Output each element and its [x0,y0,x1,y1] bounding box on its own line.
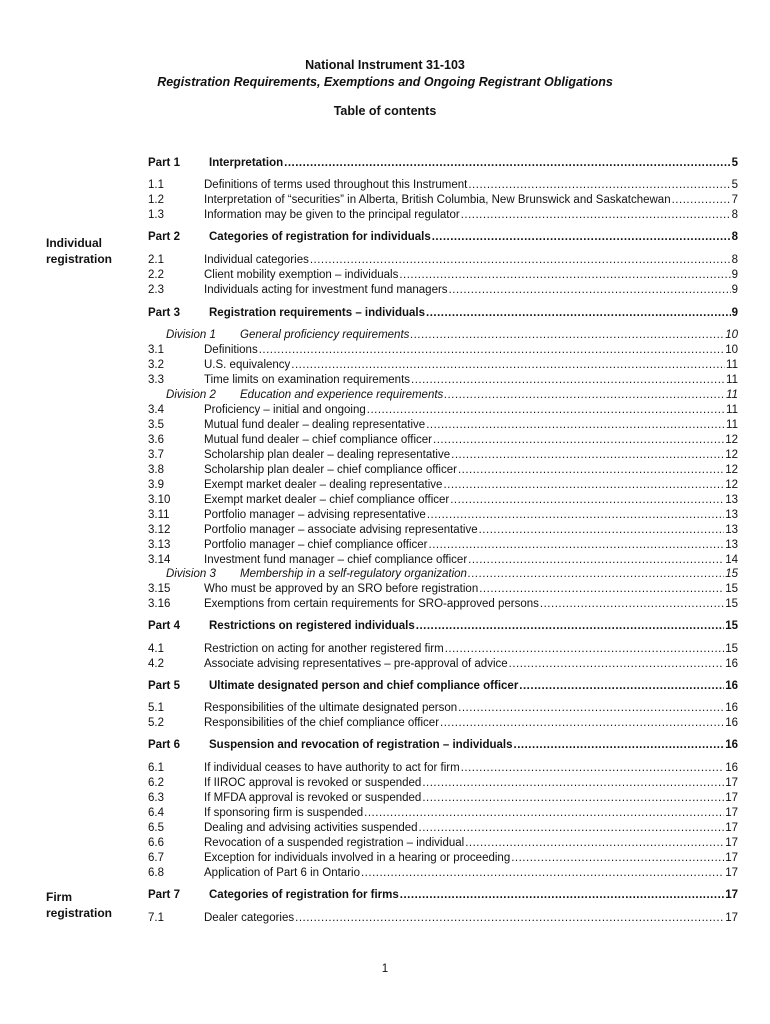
toc-entry[interactable] [148,403,738,418]
toc-division-entry[interactable] [148,388,738,403]
toc-entry[interactable] [148,776,738,791]
toc-division-label: Division 1 [166,329,216,341]
toc-entry[interactable] [148,642,738,657]
toc-part-entry[interactable] [148,306,738,321]
toc-title: Portfolio manager – associate advising representative [204,524,478,536]
toc-page-number: 17 [725,852,738,864]
dot-leader [419,821,725,836]
toc-page-number: 10 [725,329,738,341]
toc-number: 3.6 [148,434,164,446]
toc-title: Investment fund manager – chief compliance officer [204,554,468,566]
toc-title: Ultimate designated person and chief compliance officer [209,680,519,692]
dot-leader [422,776,724,791]
side-label-line: registration [46,252,113,266]
toc-page-number: 13 [725,509,738,521]
toc-page-number: 11 [726,374,738,386]
toc-title: Registration requirements – individuals [209,307,425,319]
toc-entry[interactable] [148,701,738,716]
toc-number: 5.2 [148,717,164,729]
toc-page-number: 12 [725,479,738,491]
dot-leader [432,230,731,245]
toc-entry[interactable] [148,193,738,208]
dot-leader [540,597,724,612]
dot-leader [361,866,724,881]
document-subtitle: Registration Requirements, Exemptions and Ongoing Registrant Obligations [157,75,613,89]
toc-entry[interactable] [148,493,738,508]
toc-page-number: 17 [725,889,738,901]
toc-title: If IIROC approval is revoked or suspended [204,777,422,789]
toc-number: 6.8 [148,867,164,879]
toc-page-number: 14 [725,554,738,566]
toc-title: Education and experience requirements [240,389,444,401]
toc-entry[interactable] [148,523,738,538]
toc-entry[interactable] [148,538,738,553]
toc-title: Definitions [204,344,258,356]
toc-entry[interactable] [148,418,738,433]
toc-number: 6.5 [148,822,164,834]
toc-title: Individuals acting for investment fund managers [204,284,448,296]
toc-entry[interactable] [148,508,738,523]
dot-leader [479,582,724,597]
toc-title: Scholarship plan dealer – dealing representative [204,449,451,461]
toc-title: General proficiency requirements [240,329,410,341]
toc-number: 1.1 [148,179,164,191]
toc-title: Individual categories [204,254,309,266]
toc-indent [148,388,166,403]
toc-entry[interactable] [148,582,738,597]
toc-entry[interactable] [148,597,738,612]
toc-heading: Table of contents [333,104,437,118]
toc-entry[interactable] [148,268,738,283]
toc-title: Categories of registration for firms [209,889,399,901]
toc-part-entry[interactable] [148,738,738,753]
toc-part-entry[interactable] [148,156,738,171]
toc-division-entry[interactable] [148,567,738,582]
toc-page-number: 10 [725,344,738,356]
toc-title: Portfolio manager – chief compliance officer [204,539,428,551]
toc-number: Part 1 [148,157,180,169]
toc-title: If MFDA approval is revoked or suspended [204,792,422,804]
toc-page-number: 5 [731,157,738,169]
toc-entry[interactable] [148,791,738,806]
toc-page-number: 13 [725,539,738,551]
toc-entry[interactable] [148,463,738,478]
toc-title: Scholarship plan dealer – chief compliance officer [204,464,457,476]
toc-number: 3.15 [148,583,171,595]
toc-page-number: 5 [731,179,738,191]
toc-entry[interactable] [148,253,738,268]
toc-entry[interactable] [148,553,738,568]
dot-leader [461,208,731,223]
toc-page-number: 16 [725,739,738,751]
toc-page-number: 15 [725,643,738,655]
toc-page-number: 17 [725,777,738,789]
toc-number: 6.6 [148,837,164,849]
toc-indent [148,567,166,582]
dot-leader [399,268,730,283]
toc-number: 3.9 [148,479,164,491]
toc-number: 6.4 [148,807,164,819]
toc-page-number: 12 [725,464,738,476]
dot-leader [410,328,724,343]
toc-number: 6.1 [148,762,164,774]
toc-title: Interpretation [209,157,284,169]
dot-leader [672,193,731,208]
toc-title: Client mobility exemption – individuals [204,269,399,281]
toc-page-number: 9 [731,307,738,319]
toc-number: 6.7 [148,852,164,864]
toc-entry[interactable] [148,716,738,731]
toc-number: 6.2 [148,777,164,789]
toc-title: Who must be approved by an SRO before registration [204,583,479,595]
toc-division-entry[interactable] [148,328,738,343]
toc-title: Responsibilities of the ultimate designated person [204,702,458,714]
toc-title: Categories of registration for individuals [209,231,431,243]
toc-division-label: Division 3 [166,568,216,580]
toc-entry[interactable] [148,911,738,926]
toc-entry[interactable] [148,478,738,493]
toc-title: Restrictions on registered individuals [209,620,415,632]
toc-title: Proficiency – initial and ongoing [204,404,366,416]
toc-page-number: 17 [725,822,738,834]
dot-leader [479,523,725,538]
dot-leader [411,373,725,388]
toc-page-number: 16 [725,762,738,774]
dot-leader [364,806,724,821]
toc-entry[interactable] [148,373,738,388]
toc-page-number: 15 [725,583,738,595]
toc-page-number: 17 [725,912,738,924]
dot-leader [511,851,724,866]
dot-leader [310,253,731,268]
toc-page-number: 16 [725,702,738,714]
toc-page-number: 11 [726,389,738,401]
toc-number: 3.13 [148,539,171,551]
toc-number: 5.1 [148,702,164,714]
side-label-line: Individual [46,236,103,250]
dot-leader [367,403,725,418]
toc-page-number: 15 [725,620,738,632]
dot-leader [426,306,731,321]
toc-page-number: 16 [725,717,738,729]
toc-title: If individual ceases to have authority to act for firm [204,762,460,774]
toc-number: Part 7 [148,889,180,901]
toc-title: Portfolio manager – advising representative [204,509,426,521]
toc-number: 3.7 [148,449,164,461]
toc-number: 3.16 [148,598,171,610]
side-label-line: registration [46,906,113,920]
toc-title: Application of Part 6 in Ontario [204,867,360,879]
toc-page-number: 11 [726,404,738,416]
dot-leader [514,738,725,753]
toc-page-number: 11 [726,359,738,371]
dot-leader [416,619,724,634]
instrument-title: National Instrument 31-103 [305,58,465,72]
toc-page-number: 8 [731,209,738,221]
toc-number: Part 6 [148,739,180,751]
toc-title: Exception for individuals involved in a hearing or proceeding [204,852,511,864]
toc-number: 1.3 [148,209,164,221]
toc-number: Part 4 [148,620,180,632]
toc-title: Mutual fund dealer – dealing representative [204,419,426,431]
toc-number: 3.11 [148,509,170,521]
toc-part-entry[interactable] [148,230,738,245]
toc-entry[interactable] [148,283,738,298]
dot-leader [519,679,724,694]
dot-leader [427,508,724,523]
toc-page-number: 15 [725,598,738,610]
toc-number: 2.3 [148,284,164,296]
dot-leader [429,538,725,553]
dot-leader [284,156,730,171]
toc-title: Information may be given to the principal regulator [204,209,460,221]
dot-leader [468,178,730,193]
toc-title: If sponsoring firm is suspended [204,807,364,819]
dot-leader [451,448,724,463]
dot-leader [461,761,725,776]
side-label-line: Firm [46,890,73,904]
toc-part-entry[interactable] [148,888,738,903]
dot-leader [509,657,725,672]
toc-part-entry[interactable] [148,679,738,694]
toc-page-number: 16 [725,658,738,670]
page-number: 1 [381,963,389,975]
toc-number: 6.3 [148,792,164,804]
toc-division-label: Division 2 [166,389,216,401]
toc-entry[interactable] [148,657,738,672]
toc-title: Exempt market dealer – chief compliance officer [204,494,450,506]
side-label-individual-registration [46,235,112,267]
dot-leader [468,553,724,568]
toc-entry[interactable] [148,448,738,463]
toc-title: Dealing and advising activities suspended [204,822,418,834]
toc-page-number: 11 [726,419,738,431]
toc-page-number: 17 [725,837,738,849]
toc-number: 3.8 [148,464,164,476]
dot-leader [259,343,725,358]
toc-title: Suspension and revocation of registration – individuals [209,739,513,751]
toc-title: Interpretation of “securities” in Alberta, British Columbia, New Brunswick and Saskatchewan [204,194,671,206]
toc-page-number: 8 [731,231,738,243]
dot-leader [440,716,724,731]
toc-entry[interactable] [148,208,738,223]
dot-leader [465,836,724,851]
toc-entry[interactable] [148,761,738,776]
toc-page-number: 9 [731,284,738,296]
toc-page-number: 17 [725,792,738,804]
dot-leader [400,888,724,903]
dot-leader [295,911,724,926]
toc-part-entry[interactable] [148,619,738,634]
toc-title: Revocation of a suspended registration – individual [204,837,465,849]
toc-entry[interactable] [148,851,738,866]
toc-entry[interactable] [148,866,738,881]
toc-page-number: 8 [731,254,738,266]
dot-leader [450,493,724,508]
dot-leader [433,433,724,448]
toc-title: Associate advising representatives – pre-approval of advice [204,658,508,670]
dot-leader [426,418,725,433]
toc-entry[interactable] [148,433,738,448]
dot-leader [449,283,731,298]
dot-leader [458,701,724,716]
toc-title: Membership in a self-regulatory organization [240,568,467,580]
toc-page-number: 13 [725,524,738,536]
toc-page-number: 12 [725,449,738,461]
toc-number: 4.1 [148,643,164,655]
dot-leader [458,463,724,478]
toc-title: Responsibilities of the chief compliance officer [204,717,440,729]
toc-page-number: 16 [725,680,738,692]
toc-entry[interactable] [148,343,738,358]
toc-entry[interactable] [148,178,738,193]
toc-page-number: 17 [725,867,738,879]
toc-indent [148,328,166,343]
toc-entry[interactable] [148,821,738,836]
toc-number: 1.2 [148,194,164,206]
toc-number: 3.12 [148,524,171,536]
toc-number: 3.14 [148,554,171,566]
toc-page-number: 9 [731,269,738,281]
toc-entry[interactable] [148,806,738,821]
toc-number: 7.1 [148,912,164,924]
toc-page-number: 15 [725,568,738,580]
toc-number: 3.4 [148,404,164,416]
toc-title: Exemptions from certain requirements for SRO-approved persons [204,598,539,610]
dot-leader [445,642,725,657]
toc-title: Dealer categories [204,912,295,924]
toc-number: 2.2 [148,269,164,281]
toc-number: 3.5 [148,419,164,431]
toc-page-number: 12 [725,434,738,446]
toc-number: 2.1 [148,254,164,266]
dot-leader [422,791,724,806]
toc-number: 3.10 [148,494,171,506]
toc-title: U.S. equivalency [204,359,291,371]
toc-title: Definitions of terms used throughout this Instrument [204,179,468,191]
dot-leader [468,567,724,582]
toc-entry[interactable] [148,358,738,373]
toc-number: 3.2 [148,359,164,371]
toc-title: Mutual fund dealer – chief compliance officer [204,434,433,446]
dot-leader [443,478,724,493]
toc-page-number: 17 [725,807,738,819]
side-label-firm-registration [46,889,112,921]
dot-leader [291,358,725,373]
toc-title: Time limits on examination requirements [204,374,411,386]
toc-title: Restriction on acting for another registered firm [204,643,444,655]
toc-title: Exempt market dealer – dealing representative [204,479,443,491]
toc-entry[interactable] [148,836,738,851]
toc-page-number: 13 [725,494,738,506]
toc-page-number: 7 [731,194,738,206]
toc-number: Part 3 [148,307,180,319]
dot-leader [444,388,725,403]
toc-number: 3.1 [148,344,164,356]
toc-number: 3.3 [148,374,164,386]
toc-number: Part 2 [148,231,180,243]
toc-number: Part 5 [148,680,180,692]
toc-number: 4.2 [148,658,164,670]
